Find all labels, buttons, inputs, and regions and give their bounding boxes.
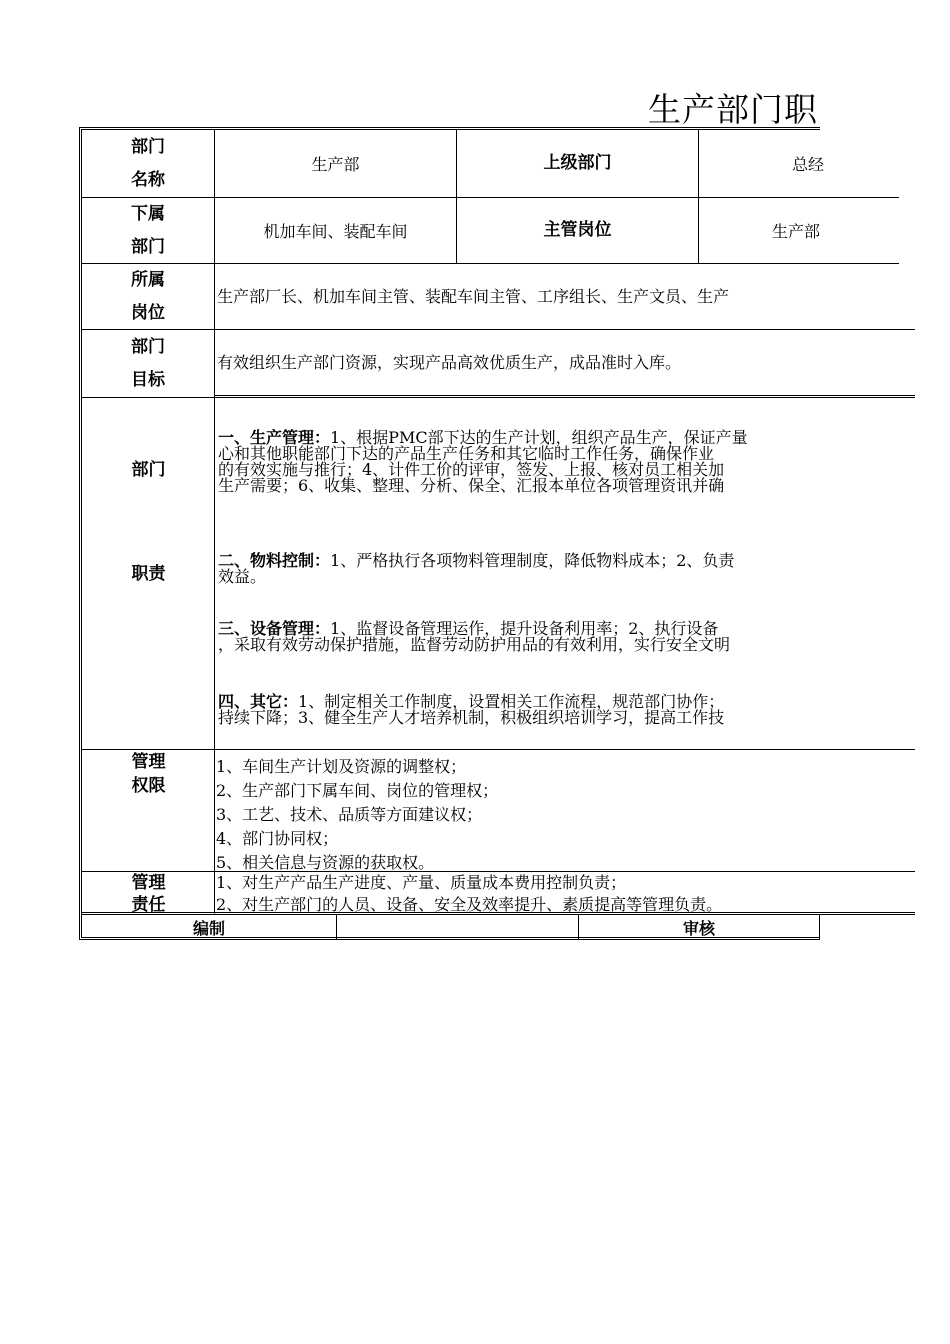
authority-item: 3、工艺、技术、品质等方面建议权； xyxy=(216,805,483,824)
authority-list xyxy=(215,750,915,872)
duty-line: 持续下降；3、健全生产人才培养机制，积极组织培训学习，提高工作技 xyxy=(218,708,725,727)
superior-dept-label: 上级部门 xyxy=(457,130,699,198)
duty-content xyxy=(215,398,915,750)
supervisor-post-value: 生产部 xyxy=(699,198,899,264)
dept-name-label: 部门 名称 xyxy=(82,130,215,198)
duty-section-1: 一、生产管理：1、根据PMC部下达的生产计划，组织产品生产，保证产量 xyxy=(218,428,748,447)
duty-line: 心和其他职能部门下达的产品生产任务和其它临时工作任务，确保作业 xyxy=(218,444,715,463)
supervisor-post-label: 主管岗位 xyxy=(457,198,699,264)
goal-label: 部门 目标 xyxy=(82,330,215,398)
review-label: 审核 xyxy=(579,915,820,940)
authority-item: 1、车间生产计划及资源的调整权； xyxy=(216,757,467,776)
duty-label-top: 部门 xyxy=(131,460,166,480)
duty-section-2: 二、物料控制：1、严格执行各项物料管理制度，降低物料成本；2、负责 xyxy=(218,551,735,570)
responsibility-label: 管理 责任 xyxy=(82,872,215,915)
duty-line: 的有效实施与推行；4、计件工价的评审，签发、上报、核对员工相关加 xyxy=(218,460,725,479)
duty-line: 效益。 xyxy=(218,567,267,586)
sub-dept-label: 下属 部门 xyxy=(82,198,215,264)
prepared-by-value[interactable] xyxy=(337,915,579,940)
duty-label-bottom: 职责 xyxy=(131,564,166,584)
posts-value: 生产部厂长、机加车间主管、装配车间主管、工序组长、生产文员、生产 xyxy=(215,264,915,330)
duty-sheet xyxy=(79,127,825,941)
duty-section-4: 四、其它：1、制定相关工作制度，设置相关工作流程，规范部门协作； xyxy=(218,692,725,711)
dept-name-value: 生产部 xyxy=(215,130,457,198)
authority-label: 管理 权限 xyxy=(82,750,215,872)
authority-item: 5、相关信息与资源的获取权。 xyxy=(216,853,435,872)
duty-line: 生产需要；6、收集、整理、分析、保全、汇报本单位各项管理资讯并确 xyxy=(218,476,725,495)
authority-item: 4、部门协同权； xyxy=(216,829,339,848)
sub-dept-value: 机加车间、装配车间 xyxy=(215,198,457,264)
responsibility-item: 2、对生产部门的人员、设备、安全及效率提升、素质提高等管理负责。 xyxy=(216,895,723,914)
duty-line: ，采取有效劳动保护措施，监督劳动防护用品的有效利用，实行安全文明 xyxy=(218,635,731,654)
superior-dept-value: 总经 xyxy=(699,130,899,198)
duty-label-cell xyxy=(82,398,215,750)
prepared-by-label: 编制 xyxy=(82,915,337,940)
duty-section-3: 三、设备管理：1、监督设备管理运作，提升设备利用率；2、执行设备 xyxy=(218,619,719,638)
document-title: 生产部门职 xyxy=(648,90,818,129)
responsibility-item: 1、对生产产品生产进度、产量、质量成本费用控制负责； xyxy=(216,873,627,892)
authority-item: 2、生产部门下属车间、岗位的管理权； xyxy=(216,781,499,800)
goal-value: 有效组织生产部门资源，实现产品高效优质生产，成品准时入库。 xyxy=(215,330,915,398)
responsibility-list xyxy=(215,872,915,915)
posts-label: 所属 岗位 xyxy=(82,264,215,330)
